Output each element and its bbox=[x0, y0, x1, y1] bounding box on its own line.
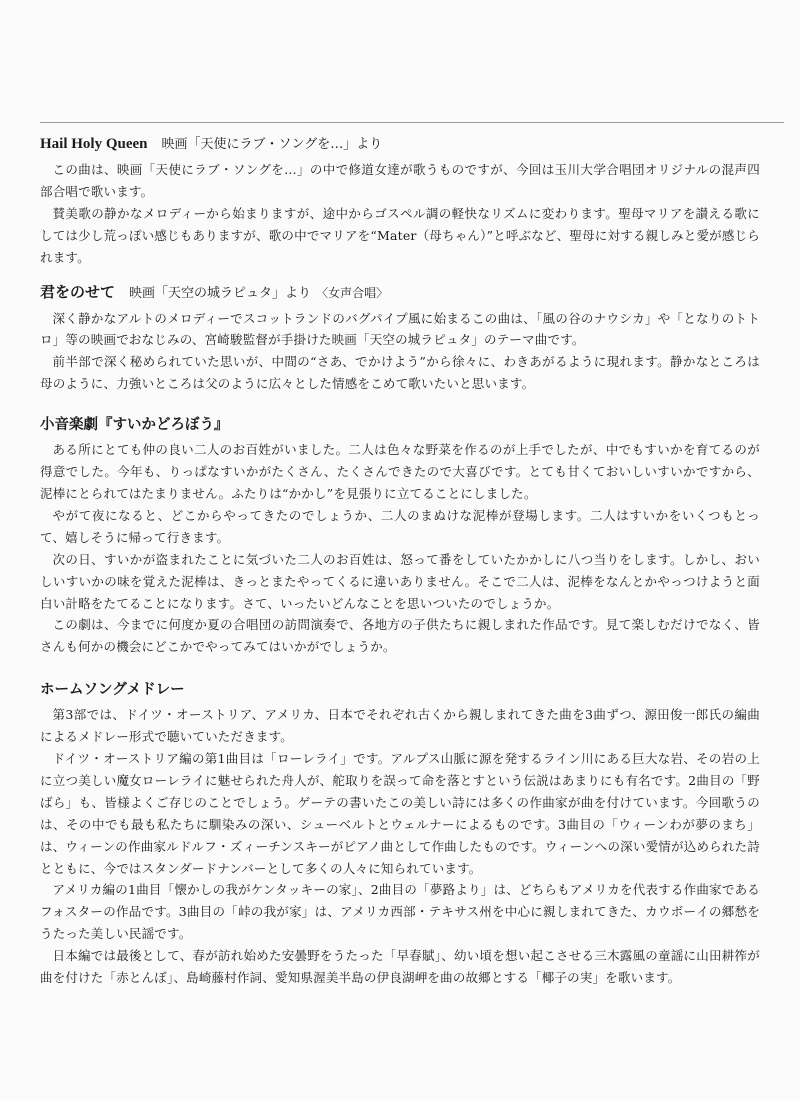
paragraph: 賛美歌の静かなメロディーから始まりますが、途中からゴスペル調の軽快なリズムに変わります。聖母マリアを讃える歌にしては少し荒っぽい感じもありますが、歌の中でマリアを“Mater（母ちゃん）”と呼ぶなど、聖母に対する親しみと愛が感じられます。 bbox=[40, 205, 760, 265]
section-heading bbox=[40, 283, 760, 304]
paragraph: やがて夜になると、どこからやってきたのでしょうか、二人のまぬけな泥棒が登場します。二人はすいかをいくつもとって、嬉しそうに帰って行きます。 bbox=[40, 507, 760, 545]
section-title: ホームソングメドレー bbox=[40, 681, 185, 699]
paragraph: ある所にとても仲の良い二人のお百姓がいました。二人は色々な野菜を作るのが上手でしたが、中でもすいかを育てるのが得意でした。今年も、りっぱなすいかがたくさん、たくさんできたので大喜びです。とても甘くておいしいすいかですから、泥棒にとられてはたまりません。ふたりは“かかし”を見張りに立てることにしました。 bbox=[40, 442, 760, 501]
section-title: 君をのせて bbox=[40, 284, 116, 301]
section-heading bbox=[40, 134, 760, 155]
paragraph: この曲は、映画「天使にラブ・ソングを…」の中で修道女達が歌うものですが、今回は玉川大学合唱団オリジナルの混声四部合唱で歌います。 bbox=[40, 162, 760, 199]
section-title: 小音楽劇『すいかどろぼう』 bbox=[40, 416, 229, 434]
top-divider bbox=[40, 122, 784, 123]
paragraph: 第3部では、ドイツ・オーストリア、アメリカ、日本でそれぞれ古くから親しまれてきた曲を3曲ずつ、源田俊一郎氏の編曲によるメドレー形式で聴いていただきます。 bbox=[40, 707, 760, 745]
program-notes bbox=[40, 134, 760, 989]
section-suika-dorobou bbox=[40, 415, 760, 658]
section-note: 〈女声合唱〉 bbox=[316, 285, 389, 300]
section-heading bbox=[40, 680, 760, 700]
paragraph: 日本編では最後として、春が訪れ始めた安曇野をうたった「早春賦」、幼い頃を想い起こさせる三木露風の童謡に山田耕筰が曲を付けた「赤とんぼ」、島崎藤村作詞、愛知県渥美半島の伊良湖岬を曲の故郷とする「椰子の実」を歌います。 bbox=[40, 948, 760, 986]
paragraph: ドイツ・オーストリア編の第1曲目は「ローレライ」です。アルプス山脈に源を発するライン川にある巨大な岩、その岩の上に立つ美しい魔女ローレライに魅せられた舟人が、舵取りを誤って命を落とすという伝説はあまりにも有名です。2曲目の「野ばら」も、皆様よくご存じのことでしょう。ゲーテの書いたこの美しい詩には多くの作曲家が曲を付けています。今回歌うのは、その中でも最も私たちに馴染みの深い、シューベルトとウェルナーによるものです。3曲目の「ウィーンわが夢のまち」は、ウィーンの作曲家ルドルフ・ズィーチンスキーがピアノ曲として作曲したものです。ウィーンへの深い愛情が込められた詩とともに、今ではスタンダードナンバーとして多くの人々に知られています。 bbox=[40, 751, 760, 876]
section-kimi-wo-nosete bbox=[40, 283, 760, 396]
section-subtitle: 映画「天空の城ラピュタ」より bbox=[129, 285, 312, 301]
paragraph: 前半部で深く秘められていた思いが、中間の“さあ、でかけよう”から徐々に、わきあがるように現れます。静かなところは母のように、力強いところは父のように広々とした情感をこめて歌いたいと思います。 bbox=[40, 354, 760, 392]
section-home-song-medley bbox=[40, 680, 760, 989]
section-hail-holy-queen bbox=[40, 134, 760, 269]
section-title: Hail Holy Queen bbox=[40, 136, 148, 152]
paragraph: この劇は、今までに何度か夏の合唱団の訪問演奏で、各地方の子供たちに親しまれた作品です。見て楽しむだけでなく、皆さんも何かの機会にどこかでやってみてはいかがでしょうか。 bbox=[40, 617, 760, 655]
section-subtitle: 映画「天使にラブ・ソングを…」より bbox=[161, 137, 383, 152]
paragraph: 次の日、すいかが盗まれたことに気づいた二人のお百姓は、怒って番をしていたかかしに八つ当りをします。しかし、おいしいすいかの味を覚えた泥棒は、きっとまたやってくるに違いありません。そこで二人は、泥棒をなんとかやっつけようと面白い計略をたてることになります。さて、いったいどんなことを思いついたのでしょうか。 bbox=[40, 551, 760, 611]
section-heading bbox=[40, 415, 760, 435]
paragraph: アメリカ編の1曲目「懐かしの我がケンタッキーの家」、2曲目の「夢路より」は、どちらもアメリカを代表する作曲家であるフォスターの作品です。3曲目の「峠の我が家」は、アメリカ西部・テキサス州を中心に親しまれてきた、カウボーイの郷愁をうたった美しい民謡です。 bbox=[40, 882, 760, 942]
paragraph: 深く静かなアルトのメロディーでスコットランドのバグパイプ風に始まるこの曲は、「風の谷のナウシカ」や「となりのトトロ」等の映画でおなじみの、宮崎駿監督が手掛けた映画「天空の城ラピュタ」のテーマ曲です。 bbox=[40, 310, 760, 348]
